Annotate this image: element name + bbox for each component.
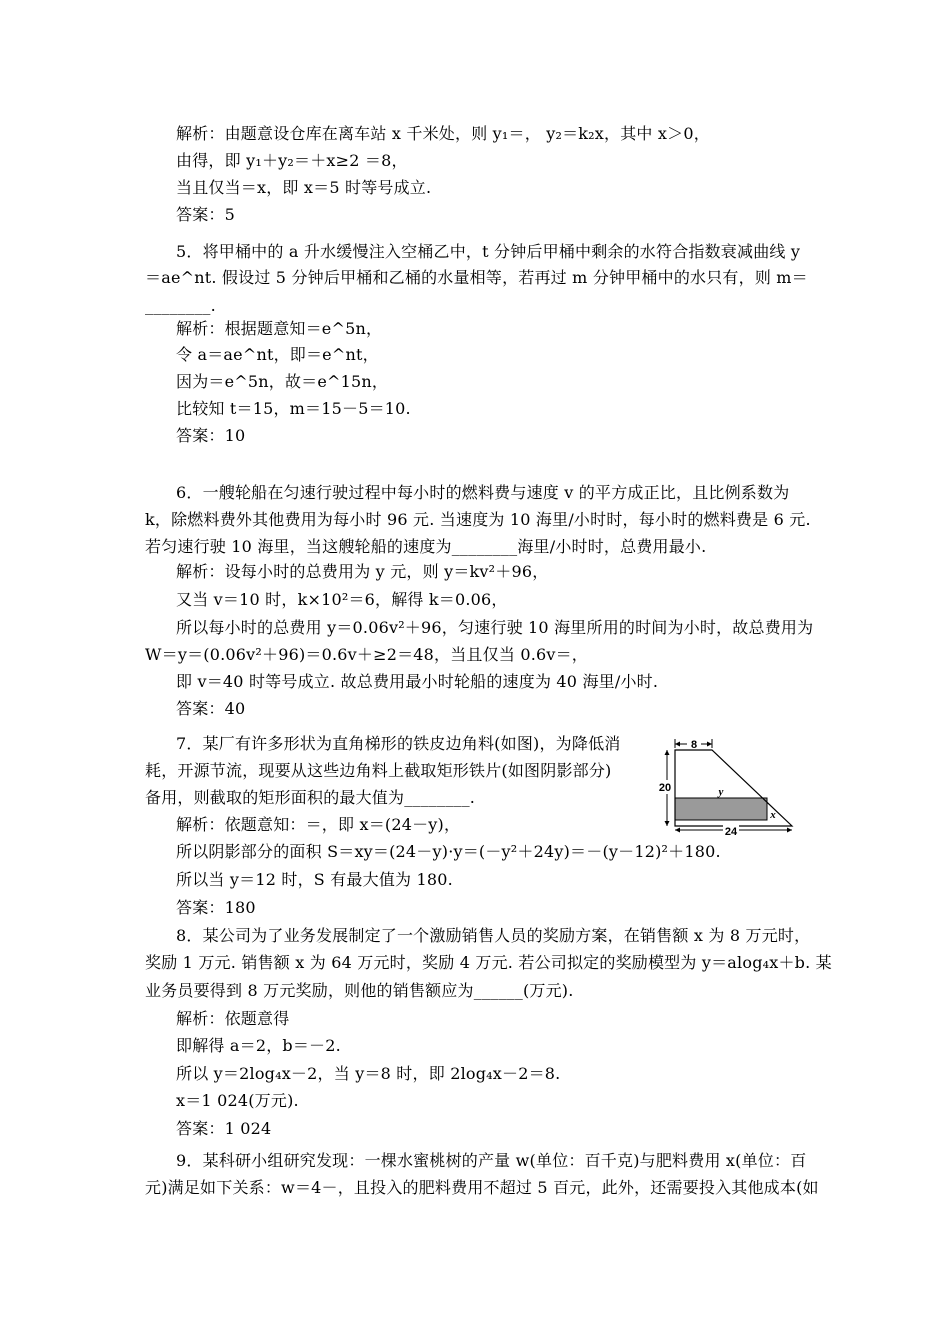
text-line: W＝y＝(0.06v²＋96)＝0.6v＋≥2＝48，当且仅当 0.6v＝， — [145, 645, 589, 664]
text-line: 6．一艘轮船在匀速行驶过程中每小时的燃料费与速度 v 的平方成正比，且比例系数为 — [176, 483, 790, 502]
text-line: 即解得 a＝2，b＝－2. — [176, 1036, 341, 1055]
bottom-dimension-label: 24 — [724, 826, 738, 836]
text-line: 9．某科研小组研究发现：一棵水蜜桃树的产量 w(单位：百千克)与肥料费用 x(单位：百 — [176, 1151, 807, 1170]
text-line: k，除燃料费外其他费用为每小时 96 元. 当速度为 10 海里/小时时，每小时的燃料费是 6 元. — [145, 510, 811, 529]
text-line: 答案：180 — [176, 898, 256, 917]
text-line: 又当 v＝10 时，k×10²＝6，解得 k＝0.06， — [176, 590, 508, 609]
text-line: 奖励 1 万元. 销售额 x 为 64 万元时，奖励 4 万元. 若公司拟定的奖励模型为 y＝alog₄x＋b. 某 — [145, 953, 832, 972]
text-line: 业务员要得到 8 万元奖励，则他的销售额应为______(万元). — [145, 981, 574, 1000]
text-line: 解析：根据题意知＝e^5n， — [176, 319, 383, 338]
shaded-rectangle — [675, 798, 767, 820]
text-line: 当且仅当＝x，即 x＝5 时等号成立. — [176, 178, 432, 197]
rect-width-label: y — [718, 786, 724, 798]
text-line: 解析：依题意知：＝，即 x＝(24－y)， — [176, 815, 461, 834]
text-line: 解析：由题意设仓库在离车站 x 千米处，则 y₁＝， y₂＝k₂x，其中 x＞0， — [176, 124, 710, 143]
text-line: 解析：依题意得 — [176, 1009, 290, 1028]
text-line: 比较知 t＝15，m＝15－5＝10. — [176, 399, 411, 418]
text-line: 答案：40 — [176, 699, 246, 718]
text-line: x＝1 024(万元). — [176, 1091, 299, 1110]
x-label: x — [770, 809, 776, 821]
text-line: 所以阴影部分的面积 S＝xy＝(24－y)·y＝(－y²＋24y)＝－(y－12)²＋180. — [176, 842, 721, 861]
text-line: 7．某厂有许多形状为直角梯形的铁皮边角料(如图)，为降低消 — [176, 734, 621, 753]
text-line: 元)满足如下关系：w＝4－，且投入的肥料费用不超过 5 百元，此外，还需要投入其他成本(如 — [145, 1178, 819, 1197]
text-line: 令 a＝ae^nt，即＝e^nt， — [176, 345, 379, 364]
text-line: 所以每小时的总费用 y＝0.06v²＋96，匀速行驶 10 海里所用的时间为小时，故总费用为 — [176, 618, 814, 637]
text-line: ＝ae^nt. 假设过 5 分钟后甲桶和乙桶的水量相等，若再过 m 分钟甲桶中的水只有，则 m＝ — [145, 268, 808, 287]
text-line: 由得，即 y₁＋y₂＝＋x≥2 ＝8， — [176, 151, 408, 170]
text-line: 5．将甲桶中的 a 升水缓慢注入空桶乙中，t 分钟后甲桶中剩余的水符合指数衰减曲线 y — [176, 242, 801, 261]
text-line: ________. — [145, 296, 216, 315]
trapezoid-figure — [655, 736, 800, 836]
text-line: 所以当 y＝12 时，S 有最大值为 180. — [176, 870, 453, 889]
text-line: 8．某公司为了业务发展制定了一个激励销售人员的奖励方案，在销售额 x 为 8 万元时， — [176, 926, 811, 945]
left-dimension-label: 20 — [658, 782, 672, 794]
text-line: 答案：5 — [176, 205, 235, 224]
text-line: 备用，则截取的矩形面积的最大值为________. — [145, 788, 476, 807]
text-line: 若匀速行驶 10 海里，当这艘轮船的速度为________海里/小时时，总费用最小. — [145, 537, 707, 556]
text-line: 所以 y＝2log₄x－2，当 y＝8 时，即 2log₄x－2＝8. — [176, 1064, 561, 1083]
top-dimension-label: 8 — [690, 739, 698, 751]
trapezoid-diagram — [655, 736, 800, 836]
text-line: 答案：1 024 — [176, 1119, 272, 1138]
text-line: 答案：10 — [176, 426, 246, 445]
text-line: 因为＝e^5n，故＝e^15n， — [176, 372, 389, 391]
text-line: 即 v＝40 时等号成立. 故总费用最小时轮船的速度为 40 海里/小时. — [176, 672, 659, 691]
text-line: 解析：设每小时的总费用为 y 元，则 y＝kv²＋96， — [176, 562, 549, 581]
text-line: 耗，开源节流，现要从这些边角料上截取矩形铁片(如图阴影部分) — [145, 761, 612, 780]
